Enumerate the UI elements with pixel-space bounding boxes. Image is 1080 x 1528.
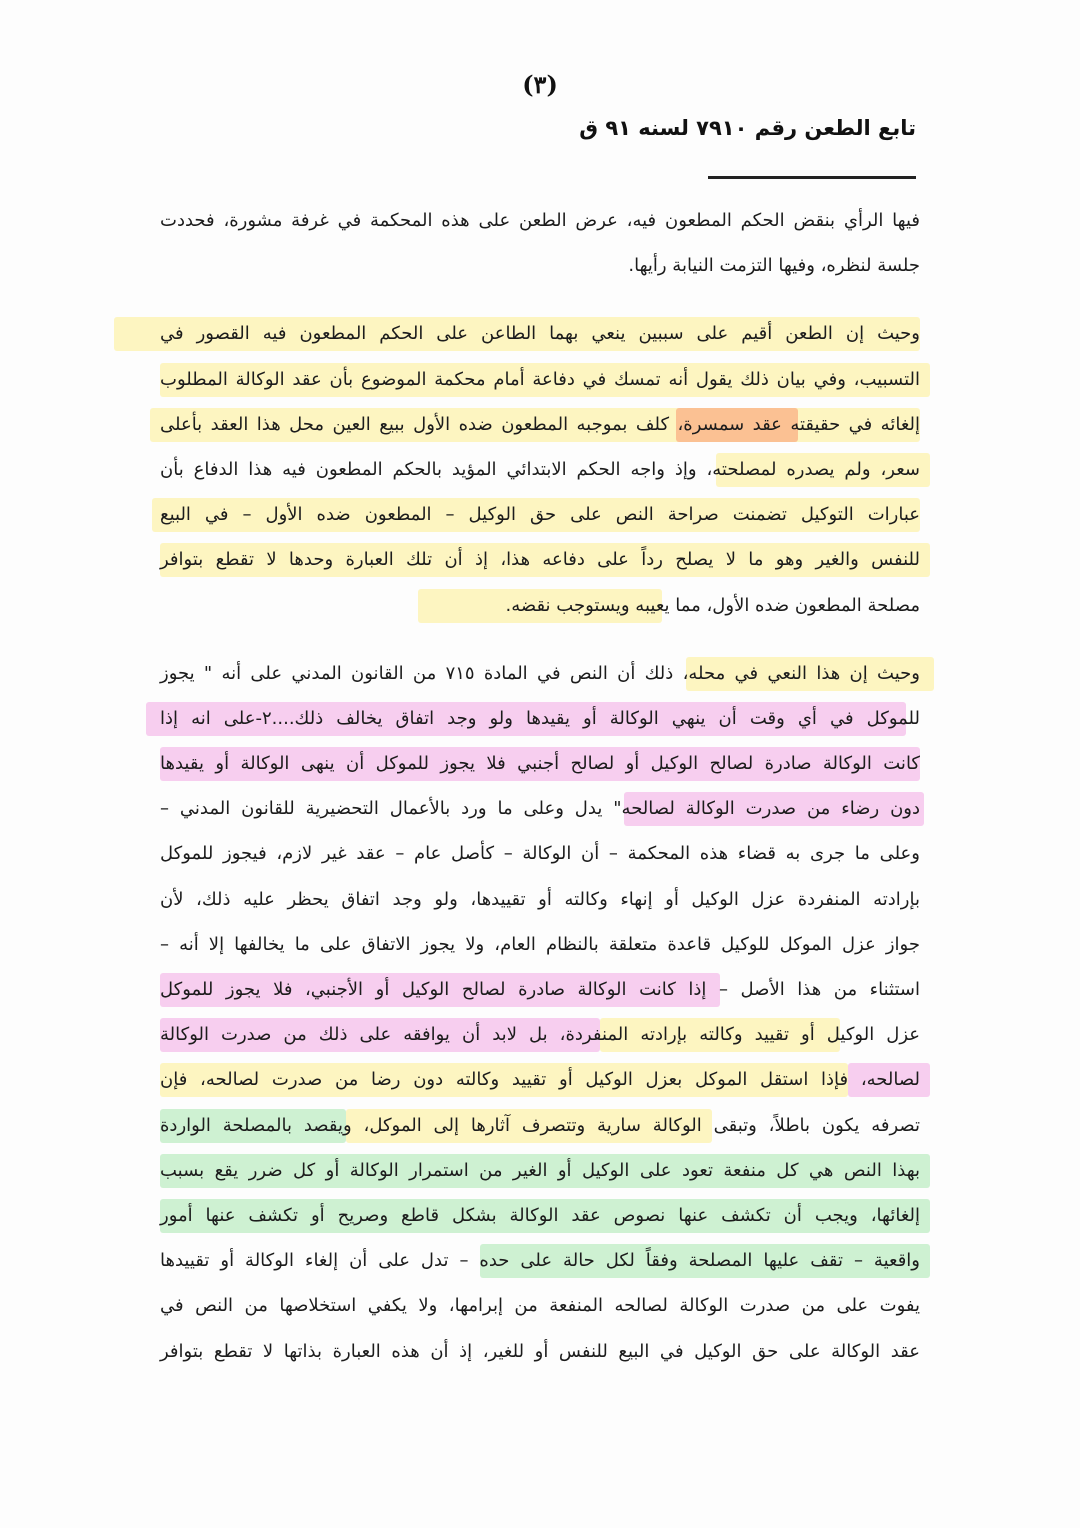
text-line [160,311,920,356]
text-line [160,357,920,402]
paragraph-gap [160,628,920,651]
text-line [160,1238,920,1283]
line-text: لصالحه، فإذا استقل الموكل بعزل الوكيل أو تقييد وكالته دون رضا من صدرت لصالحه، فإن [160,1069,920,1091]
text-line [160,583,920,628]
line-text: دون رضاء من صدرت الوكالة لصالحه" يدل وعلى ما ورد بالأعمال التحضيرية للقانون المدني – [160,798,920,820]
line-text: عبارات التوكيل تضمنت صراحة النص على حق الوكيل – المطعون ضده الأول – في البيع [160,504,920,526]
text-line [160,741,920,786]
line-text: استثناء من هذا الأصل – إذا كانت الوكالة صادرة لصالح الوكيل أو الأجنبي، فلا يجوز للموكل [160,979,920,1000]
line-text: تصرفه يكون باطلاً، وتبقى الوكالة سارية وتتصرف آثارها إلى الموكل، ويقصد بالمصلحة الواردة [160,1114,920,1136]
text-line [160,1329,920,1374]
text-line [160,922,920,967]
text-line [160,786,920,831]
page-number: (٣) [522,70,558,99]
line-text: إلغائه في حقيقته عقد سمسرة، كلف بموجبه المطعون ضده الأول ببيع العين محل هذا العقد بأعلى [160,413,920,435]
text-line [160,447,920,492]
line-text: التسبيب، وفي بيان ذلك يقول أنه تمسك في دفاعة أمام محكمة الموضوع بأن عقد الوكالة المطلوب [160,368,920,390]
document-body [160,198,920,1374]
text-line [160,696,920,741]
line-text: وحيث إن هذا النعي في محله، ذلك أن النص في المادة ٧١٥ من القانون المدني على أنه " يجوز [160,662,920,684]
line-text: جواز عزل الموكل للوكيل قاعدة متعلقة بالنظام العام، ولا يجوز الاتفاق على ما يخالفها إلا أنه – [160,933,920,955]
text-line [160,967,920,1012]
text-line [160,1012,920,1057]
case-reference: تابع الطعن رقم ٧٩١٠ لسنه ٩١ ق [579,116,916,140]
line-text: مصلحة المطعون ضده الأول، مما يعيبه ويستوجب نقضه. [505,594,920,616]
text-line [160,651,920,696]
line-text: سعر، ولم يصدره لمصلحته، وإذ واجه الحكم الابتدائي المؤيد بالحكم المطعون فيه هذا الدفاع بأن [160,458,920,480]
line-text: إلغائها، ويجب أن تكشف عنها نصوص عقد الوكالة بشكل قاطع وصريح أو تكشف عنها أمور [160,1204,920,1226]
text-line [160,1103,920,1148]
text-line [160,402,920,447]
line-text: عزل الوكيل أو تقييد وكالته بإرادته المنفردة، بل لابد أن يوافقه على ذلك من صدرت الوكالة [160,1024,920,1046]
line-text: بهذا النص هي كل منفعة تعود على الوكيل أو الغير من استمرار الوكالة أو كل ضرر يقع بسبب [160,1159,920,1181]
header-underline [708,176,916,179]
line-text: للنفس والغير وهو ما لا يصلح رداً على دفاعه هذا، إذ أن تلك العبارة وحدها لا تقطع بتوافر [160,549,920,571]
text-line [160,1148,920,1193]
line-text: فيها الرأي بنقض الحكم المطعون فيه، عرض الطعن على هذه المحكمة في غرفة مشورة، فحددت [160,210,920,231]
line-text: جلسة لنظره، وفيها التزمت النيابة رأيها. [628,255,920,277]
line-text: كانت الوكالة صادرة لصالح الوكيل أو لصالح أجنبي فلا يجوز للموكل أن ينهى الوكالة أو يقيدها [160,753,920,775]
text-line [160,537,920,582]
line-text: للموكل في أي وقت أن ينهي الوكالة أو يقيدها ولو وجد اتفاق يخالف ذلك....٢-على انه إذا [160,707,920,729]
text-line [160,1057,920,1102]
line-text: بإرادته المنفردة عزل الوكيل أو إنهاء وكالته أو تقييدها، ولو وجد اتفاق يحظر عليه ذلك، لأن [160,888,920,910]
text-line [160,1283,920,1328]
line-text: وحيث إن الطعن أقيم على سببين ينعي بهما الطاعن على الحكم المطعون فيه القصور في [160,323,920,345]
line-text: وعلى ما جرى به قضاء هذه المحكمة – أن الوكالة – كأصل عام – عقد غير لازم، فيجوز للموكل [160,843,920,865]
line-text: واقعية – تقف عليها المصلحة وفقاً لكل حالة على حده – تدل على أن إلغاء الوكالة أو تقييدها [160,1250,920,1272]
text-line [160,831,920,876]
paragraph-gap [160,288,920,311]
text-line [160,243,920,288]
line-text: عقد الوكالة على حق الوكيل في البيع للنفس أو للغير، إذ أن هذه العبارة بذاتها لا تقطع بتوافر [160,1340,920,1362]
text-line [160,198,920,243]
text-line [160,1193,920,1238]
text-line [160,877,920,922]
text-line [160,492,920,537]
line-text: يفوت على من صدرت الوكالة لصالحه المنفعة من إبرامها، ولا يكفي استخلاصها من النص في [160,1295,920,1317]
